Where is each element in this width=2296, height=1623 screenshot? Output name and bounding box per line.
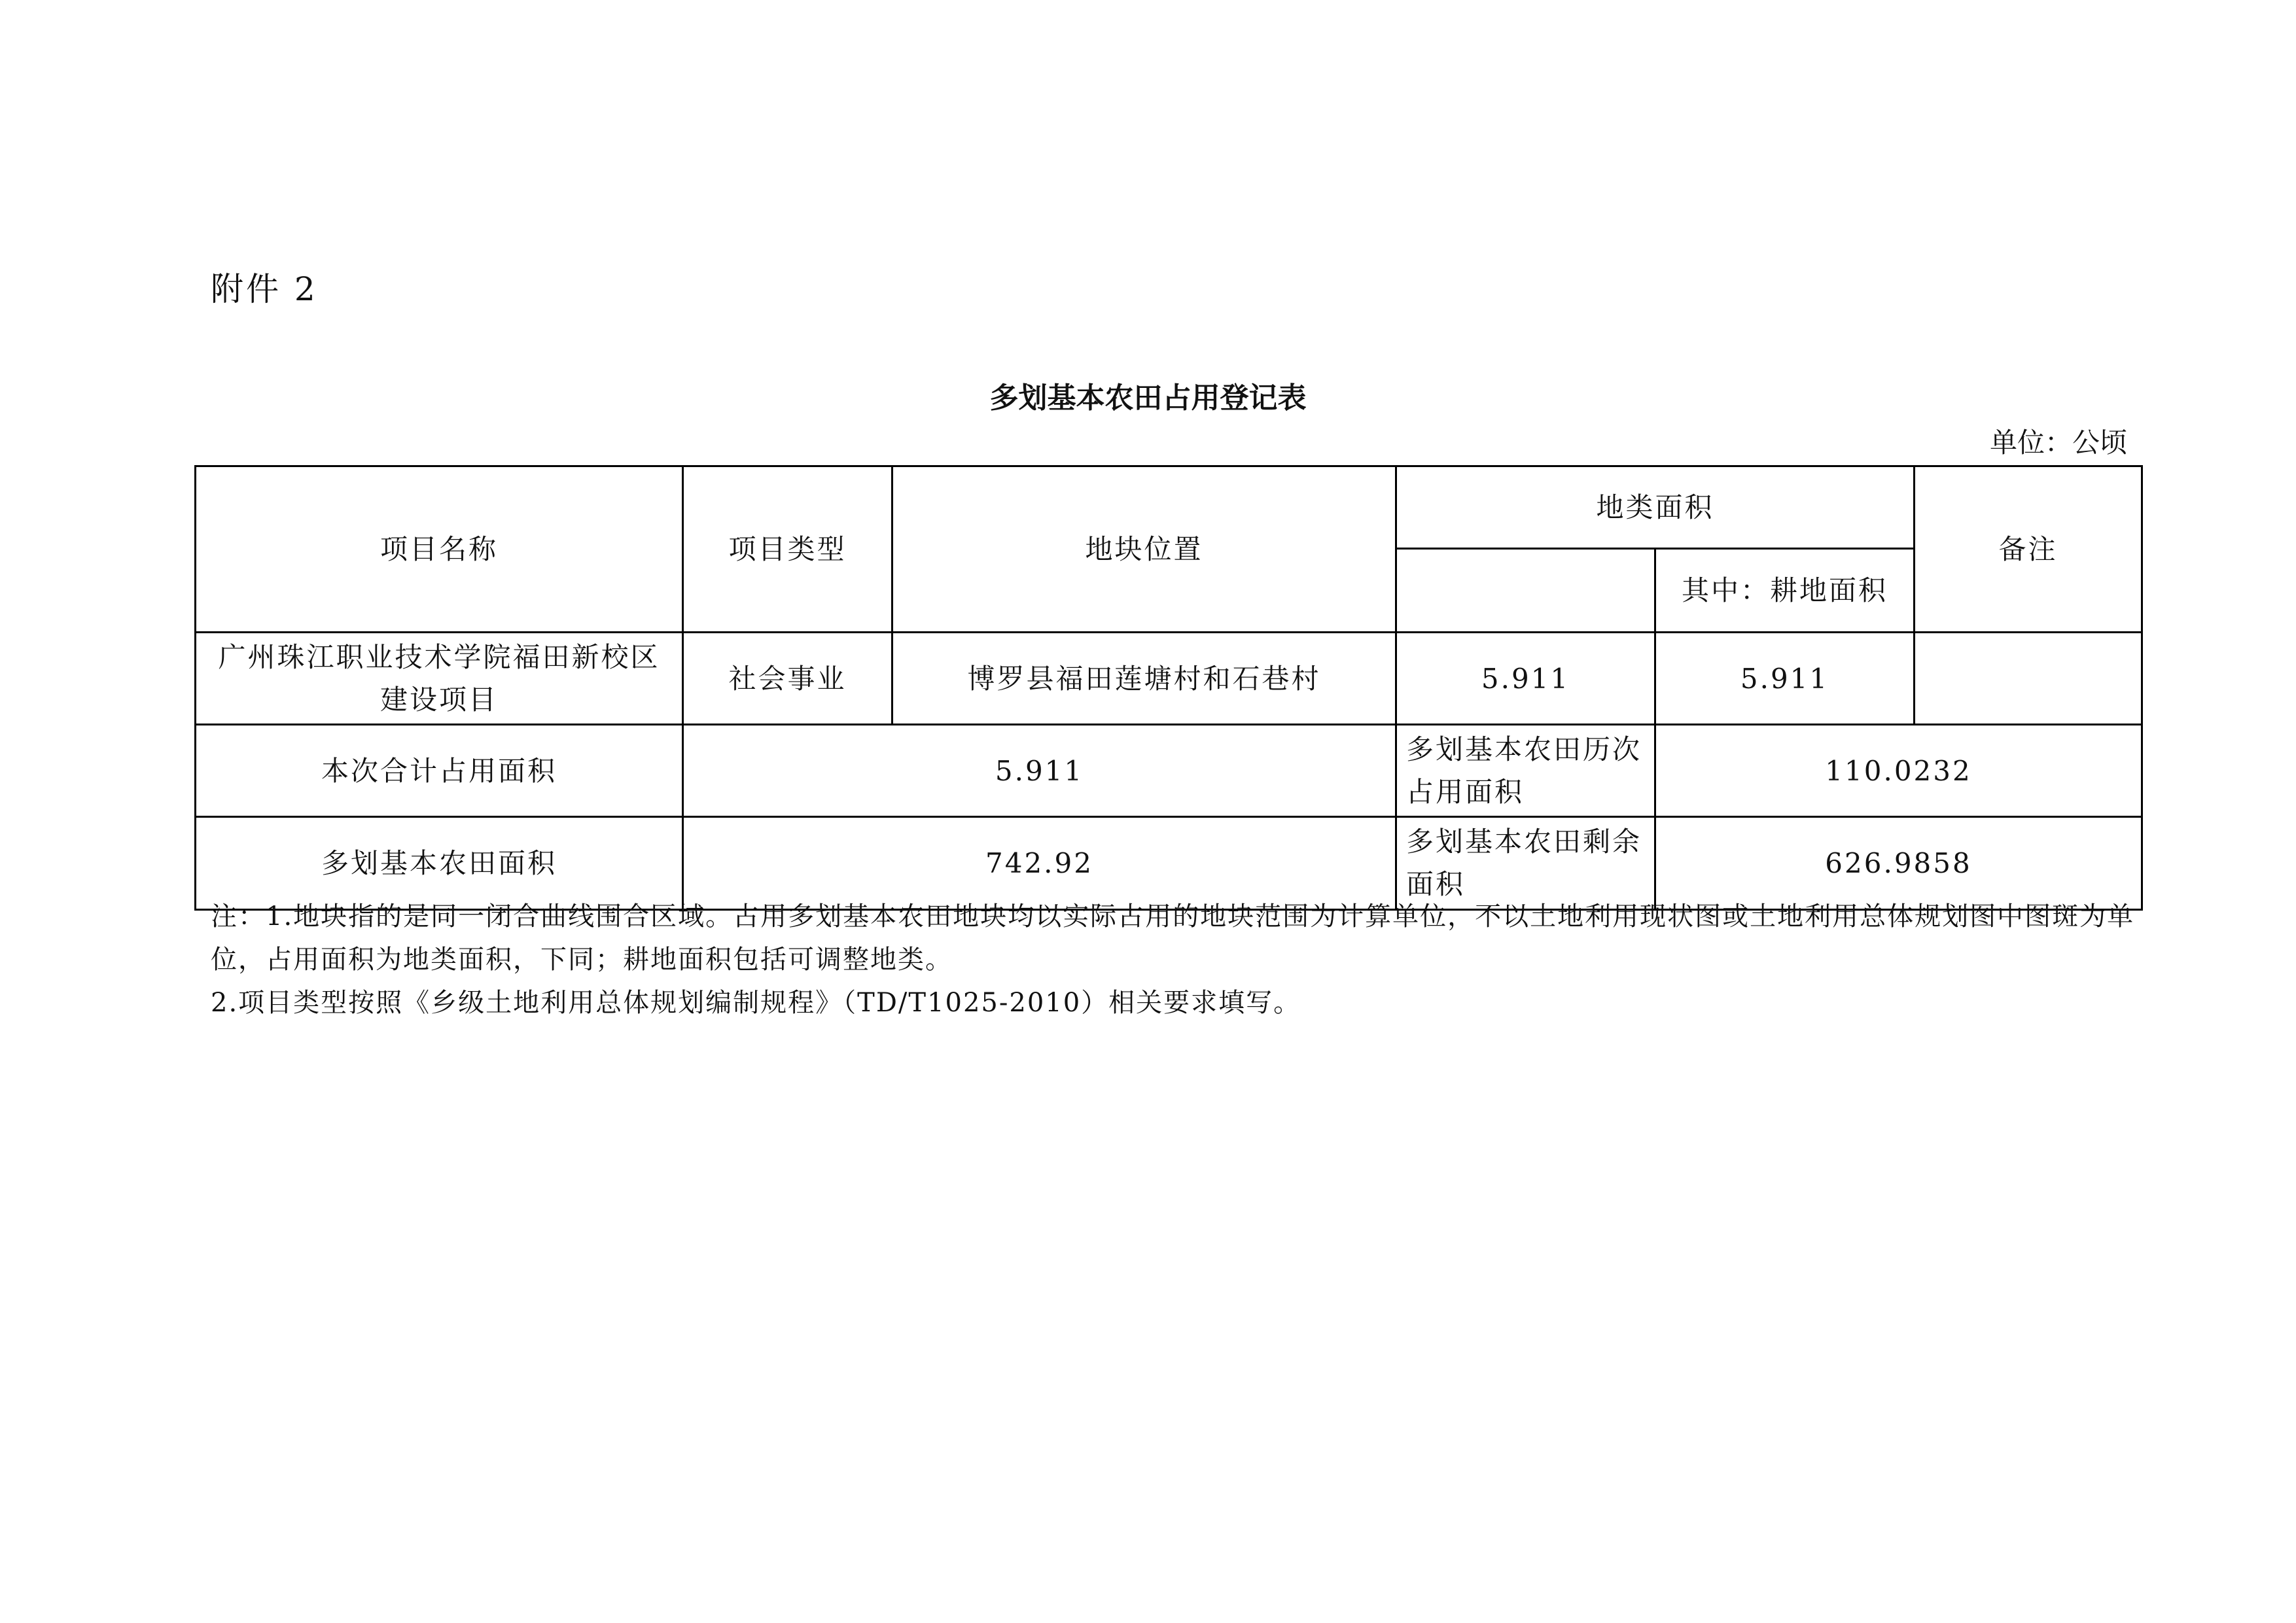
header-location: 地块位置 bbox=[892, 466, 1396, 633]
summary-row-current bbox=[196, 725, 2142, 817]
cell-farmland-area: 5.911 bbox=[1655, 633, 1915, 725]
cell-remarks bbox=[1915, 633, 2142, 725]
history-value: 110.0232 bbox=[1655, 725, 2142, 817]
header-land-area: 地类面积 bbox=[1396, 466, 1915, 549]
cell-location: 博罗县福田莲塘村和石巷村 bbox=[892, 633, 1396, 725]
history-label: 多划基本农田历次占用面积 bbox=[1396, 725, 1655, 817]
header-land-area-total bbox=[1396, 549, 1655, 633]
header-project-name: 项目名称 bbox=[196, 466, 683, 633]
attachment-label: 附件 2 bbox=[211, 270, 318, 308]
table-row bbox=[196, 633, 2142, 725]
cell-project-name: 广州珠江职业技术学院福田新校区建设项目 bbox=[196, 633, 683, 725]
remaining-label: 多划基本农田剩余面积 bbox=[1396, 817, 1655, 909]
total-label: 多划基本农田面积 bbox=[196, 817, 683, 909]
current-total-label: 本次合计占用面积 bbox=[196, 725, 683, 817]
header-farmland-area: 其中：耕地面积 bbox=[1655, 549, 1915, 633]
current-total-value: 5.911 bbox=[683, 725, 1396, 817]
note-2: 2.项目类型按照《乡级土地利用总体规划编制规程》（TD/T1025-2010）相关要求填写。 bbox=[211, 988, 1301, 1018]
registration-table bbox=[194, 465, 2143, 911]
notes bbox=[211, 895, 2141, 1024]
header-project-type: 项目类型 bbox=[683, 466, 892, 633]
note-1: 注：1.地块指的是同一闭合曲线围合区域。占用多划基本农田地块均以实际占用的地块范围为计算单位，不以土地利用现状图或土地利用总体规划图中图斑为单位，占用面积为地类面积，下同；耕地面积包括可调整地类。 bbox=[211, 901, 2135, 975]
cell-project-type: 社会事业 bbox=[683, 633, 892, 725]
total-value: 742.92 bbox=[683, 817, 1396, 909]
page-title: 多划基本农田占用登记表 bbox=[989, 381, 1307, 415]
remaining-value: 626.9858 bbox=[1655, 817, 2142, 909]
header-row-1 bbox=[196, 466, 2142, 549]
header-remarks: 备注 bbox=[1915, 466, 2142, 633]
unit-label: 单位：公顷 bbox=[1989, 427, 2127, 459]
cell-land-area: 5.911 bbox=[1396, 633, 1655, 725]
